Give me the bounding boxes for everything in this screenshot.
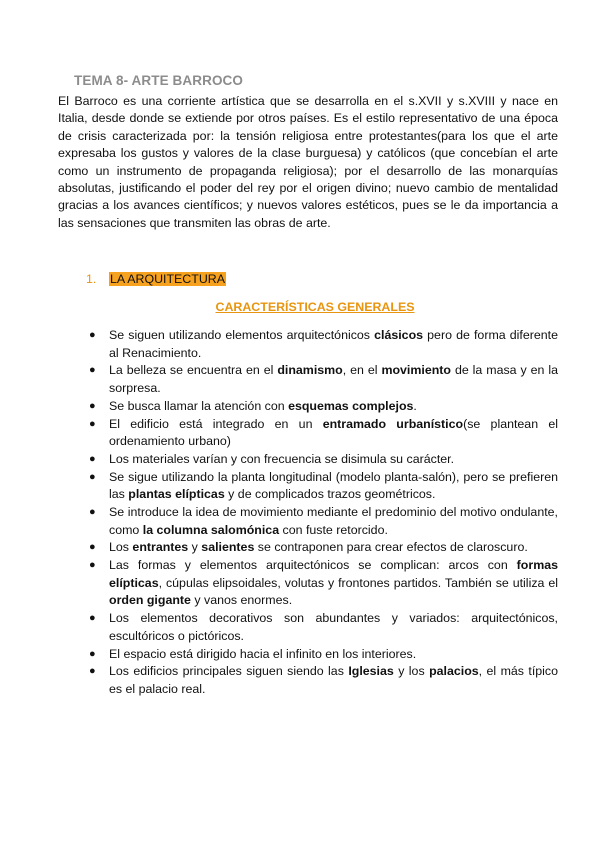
list-item: ● Los edificios principales siguen siendo las Iglesias y los palacios, el más típico es el palacio real. — [89, 664, 558, 696]
list-item: ● Se introduce la idea de movimiento mediante el predominio del motivo ondulante, como la columna salomónica con fuste retorcido. — [89, 505, 558, 537]
list-item: ● Los entrantes y salientes se contraponen para crear efectos de claroscuro. — [86, 539, 558, 557]
list-item: ● El edificio está integrado en un entramado urbanístico(se plantean el ordenamiento urbano) — [89, 416, 558, 449]
bullet-icon: ● — [89, 329, 96, 341]
list-item: ● Se siguen utilizando elementos arquitectónicos clásicos pero de forma diferente al Renacimiento. — [89, 328, 558, 360]
bullet-icon: ● — [89, 417, 96, 430]
bullet-icon: ● — [89, 470, 96, 483]
bullet-icon: ● — [89, 452, 96, 465]
section-heading — [86, 271, 226, 288]
subheading: CARACTERÍSTICAS GENERALES — [215, 300, 415, 314]
bullet-icon: ● — [89, 541, 96, 554]
list-item: ● Los elementos decorativos son abundantes y variados: arquitectónicos, escultóricos o pictóricos. — [89, 611, 558, 643]
page-title: TEMA 8- ARTE BARROCO — [74, 73, 243, 88]
section-number: 1. — [86, 272, 97, 286]
bullet-icon: ● — [89, 647, 96, 660]
characteristics-list — [86, 327, 558, 699]
bullet-icon: ● — [89, 364, 96, 377]
bullet-icon: ● — [89, 506, 96, 519]
section-label: LA ARQUITECTURA — [110, 272, 225, 286]
list-item: ● Se busca llamar la atención con esquemas complejos. — [86, 398, 558, 416]
bullet-icon: ● — [89, 665, 96, 678]
list-item: ● Las formas y elementos arquitectónicos se complican: arcos con formas elípticas, cúpulas elipsoidales, volutas y frontones partidos. También se utiliza el orden gigante y vanos enormes. — [89, 558, 558, 608]
bullet-icon: ● — [89, 559, 96, 572]
list-item: ● Los materiales varían y con frecuencia se disimula su carácter. — [86, 451, 558, 469]
list-item: ● Se sigue utilizando la planta longitudinal (modelo planta-salón), pero se prefieren las plantas elípticas y de complicados trazos geométricos. — [89, 469, 558, 502]
list-item: ● La belleza se encuentra en el dinamismo, en el movimiento de la masa y en la sorpresa. — [89, 363, 558, 395]
intro-paragraph: El Barroco es una corriente artística que se desarrolla en el s.XVII y s.XVIII y nace en Italia, desde donde se extiende por otros países. Es el estilo representativo de una época de crisis caracterizada por: la tensión religiosa entre protestantes(para los que el arte expresaba los gustos y valores de la clase burguesa) y católicos (que concebían el arte como un instrumento de propaganda religiosa); por el desarrollo de las monarquías absolutas, justificando el poder del rey por el origen divino; nuevo cambio de mentalidad gracias a los avances científicos; y nuevos valores estéticos, pues se le da importancia a las sensaciones que transmiten las obras de arte. — [58, 94, 558, 230]
bullet-icon: ● — [89, 612, 96, 625]
list-item: ● El espacio está dirigido hacia el infinito en los interiores. — [86, 646, 558, 664]
bullet-icon: ● — [89, 399, 96, 412]
